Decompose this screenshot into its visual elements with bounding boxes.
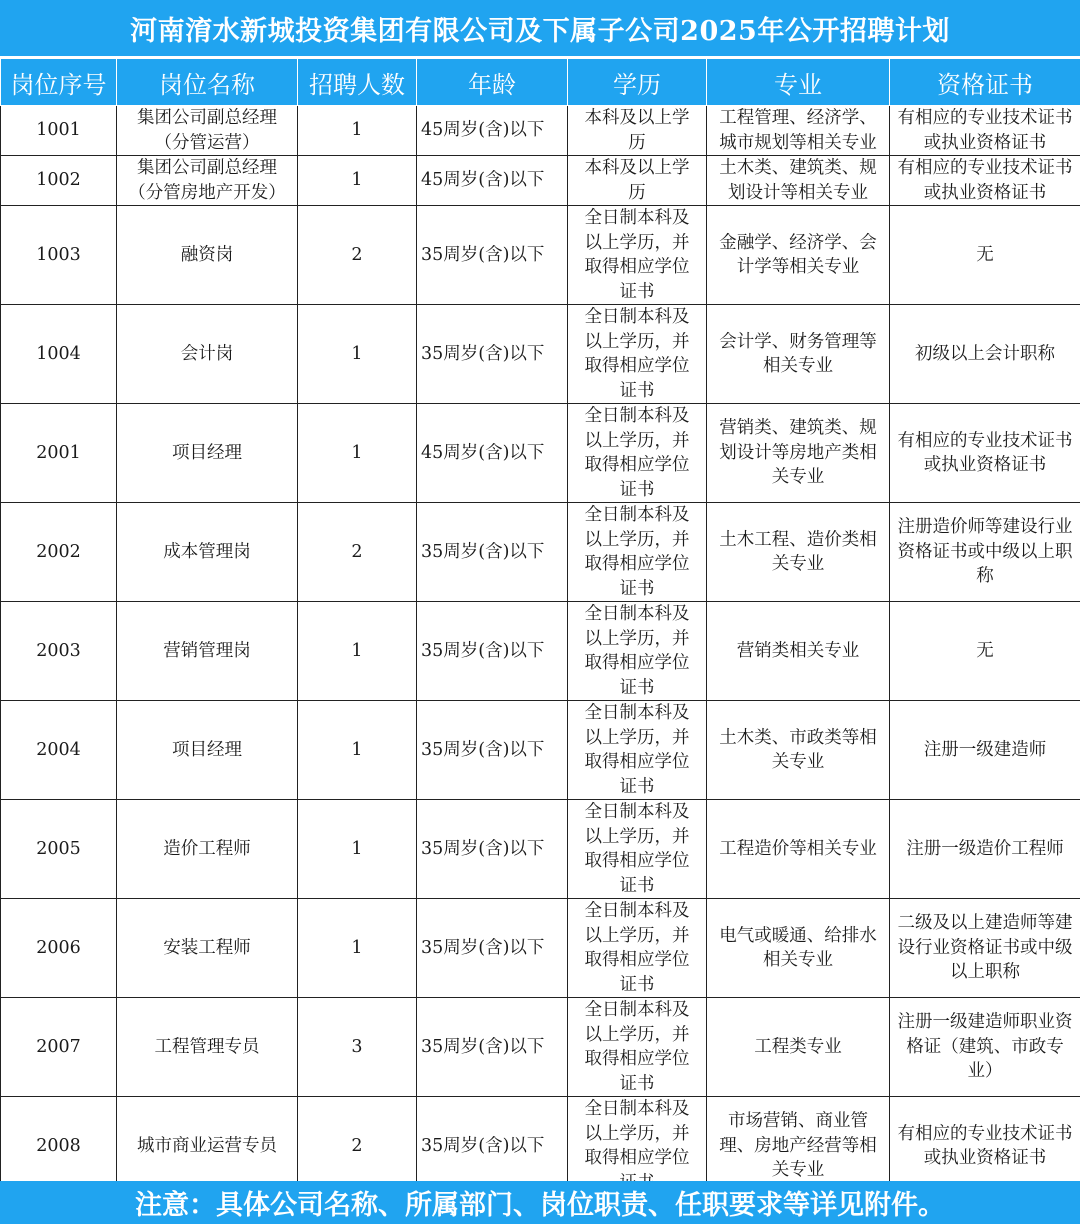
cell-major: 土木工程、造价类相关专业	[707, 503, 890, 602]
cell-id: 1002	[1, 156, 117, 206]
cell-major: 电气或暖通、给排水相关专业	[707, 899, 890, 998]
table-row	[1, 404, 1080, 503]
cell-name: 安装工程师	[117, 899, 298, 998]
page-title: 河南淯水新城投资集团有限公司及下属子公司2025年公开招聘计划	[0, 0, 1080, 58]
recruitment-table	[0, 58, 1080, 1196]
cell-major: 工程类专业	[707, 998, 890, 1097]
cell-education: 全日制本科及以上学历，并取得相应学位证书	[568, 305, 707, 404]
cell-education: 本科及以上学历	[568, 106, 707, 156]
cell-age: 35周岁(含)以下	[417, 1097, 568, 1196]
cell-name: 项目经理	[117, 701, 298, 800]
table-row	[1, 156, 1080, 206]
cell-count: 1	[298, 899, 417, 998]
cell-count: 1	[298, 701, 417, 800]
cell-count: 1	[298, 156, 417, 206]
cell-certificate: 有相应的专业技术证书或执业资格证书	[890, 106, 1080, 156]
cell-age: 35周岁(含)以下	[417, 206, 568, 305]
cell-education: 全日制本科及以上学历，并取得相应学位证书	[568, 701, 707, 800]
cell-age: 35周岁(含)以下	[417, 899, 568, 998]
table-row	[1, 998, 1080, 1097]
cell-age: 35周岁(含)以下	[417, 800, 568, 899]
cell-count: 1	[298, 602, 417, 701]
table-row	[1, 899, 1080, 998]
cell-id: 2003	[1, 602, 117, 701]
cell-major: 营销类、建筑类、规划设计等房地产类相关专业	[707, 404, 890, 503]
cell-id: 2004	[1, 701, 117, 800]
cell-name: 集团公司副总经理（分管运营）	[117, 106, 298, 156]
cell-major: 工程造价等相关专业	[707, 800, 890, 899]
cell-age: 45周岁(含)以下	[417, 156, 568, 206]
cell-education: 全日制本科及以上学历，并取得相应学位证书	[568, 800, 707, 899]
table-header-row	[1, 59, 1080, 106]
cell-name: 集团公司副总经理（分管房地产开发）	[117, 156, 298, 206]
cell-name: 城市商业运营专员	[117, 1097, 298, 1196]
cell-count: 2	[298, 1097, 417, 1196]
col-header-certificate: 资格证书	[890, 59, 1080, 106]
cell-age: 35周岁(含)以下	[417, 305, 568, 404]
col-header-name: 岗位名称	[117, 59, 298, 106]
cell-certificate: 注册一级建造师职业资格证（建筑、市政专业）	[890, 998, 1080, 1097]
cell-age: 45周岁(含)以下	[417, 404, 568, 503]
col-header-education: 学历	[568, 59, 707, 106]
cell-certificate: 注册造价师等建设行业资格证书或中级以上职称	[890, 503, 1080, 602]
cell-age: 45周岁(含)以下	[417, 106, 568, 156]
cell-count: 1	[298, 404, 417, 503]
cell-major: 金融学、经济学、会计学等相关专业	[707, 206, 890, 305]
cell-age: 35周岁(含)以下	[417, 998, 568, 1097]
cell-major: 工程管理、经济学、城市规划等相关专业	[707, 106, 890, 156]
cell-education: 全日制本科及以上学历，并取得相应学位证书	[568, 503, 707, 602]
cell-id: 1004	[1, 305, 117, 404]
table-row	[1, 206, 1080, 305]
cell-education: 全日制本科及以上学历，并取得相应学位证书	[568, 602, 707, 701]
cell-id: 2007	[1, 998, 117, 1097]
col-header-major: 专业	[707, 59, 890, 106]
cell-name: 会计岗	[117, 305, 298, 404]
cell-certificate: 有相应的专业技术证书或执业资格证书	[890, 404, 1080, 503]
cell-certificate: 无	[890, 602, 1080, 701]
cell-id: 1001	[1, 106, 117, 156]
table-row	[1, 602, 1080, 701]
cell-education: 本科及以上学历	[568, 156, 707, 206]
col-header-id: 岗位序号	[1, 59, 117, 106]
cell-name: 项目经理	[117, 404, 298, 503]
cell-id: 2002	[1, 503, 117, 602]
col-header-age: 年龄	[417, 59, 568, 106]
cell-education: 全日制本科及以上学历，并取得相应学位证书	[568, 404, 707, 503]
cell-certificate: 有相应的专业技术证书或执业资格证书	[890, 1097, 1080, 1196]
table-row	[1, 106, 1080, 156]
cell-name: 营销管理岗	[117, 602, 298, 701]
cell-id: 2005	[1, 800, 117, 899]
table-row	[1, 701, 1080, 800]
cell-age: 35周岁(含)以下	[417, 701, 568, 800]
cell-count: 3	[298, 998, 417, 1097]
cell-count: 2	[298, 206, 417, 305]
table-row	[1, 800, 1080, 899]
cell-major: 营销类相关专业	[707, 602, 890, 701]
cell-major: 市场营销、商业管理、房地产经营等相关专业	[707, 1097, 890, 1196]
cell-certificate: 初级以上会计职称	[890, 305, 1080, 404]
footer-note: 注意：具体公司名称、所属部门、岗位职责、任职要求等详见附件。	[0, 1181, 1080, 1224]
cell-count: 1	[298, 106, 417, 156]
cell-id: 1003	[1, 206, 117, 305]
cell-major: 会计学、财务管理等相关专业	[707, 305, 890, 404]
cell-education: 全日制本科及以上学历，并取得相应学位证书	[568, 206, 707, 305]
cell-name: 工程管理专员	[117, 998, 298, 1097]
col-header-count: 招聘人数	[298, 59, 417, 106]
cell-education: 全日制本科及以上学历，并取得相应学位证书	[568, 998, 707, 1097]
cell-education: 全日制本科及以上学历，并取得相应学位证书	[568, 899, 707, 998]
table-row	[1, 305, 1080, 404]
cell-count: 1	[298, 305, 417, 404]
cell-major: 土木类、建筑类、规划设计等相关专业	[707, 156, 890, 206]
cell-education: 全日制本科及以上学历，并取得相应学位	[568, 1097, 707, 1196]
cell-certificate: 注册一级建造师	[890, 701, 1080, 800]
cell-name: 融资岗	[117, 206, 298, 305]
cell-name: 成本管理岗	[117, 503, 298, 602]
cell-name: 造价工程师	[117, 800, 298, 899]
table-row	[1, 503, 1080, 602]
cell-certificate: 二级及以上建造师等建设行业资格证书或中级以上职称	[890, 899, 1080, 998]
cell-certificate: 无	[890, 206, 1080, 305]
cell-count: 1	[298, 800, 417, 899]
cell-major: 土木类、市政类等相关专业	[707, 701, 890, 800]
cell-id: 2006	[1, 899, 117, 998]
cell-id: 2008	[1, 1097, 117, 1196]
cell-certificate: 有相应的专业技术证书或执业资格证书	[890, 156, 1080, 206]
cell-age: 35周岁(含)以下	[417, 602, 568, 701]
cell-count: 2	[298, 503, 417, 602]
cell-certificate: 注册一级造价工程师	[890, 800, 1080, 899]
cell-id: 2001	[1, 404, 117, 503]
cell-age: 35周岁(含)以下	[417, 503, 568, 602]
